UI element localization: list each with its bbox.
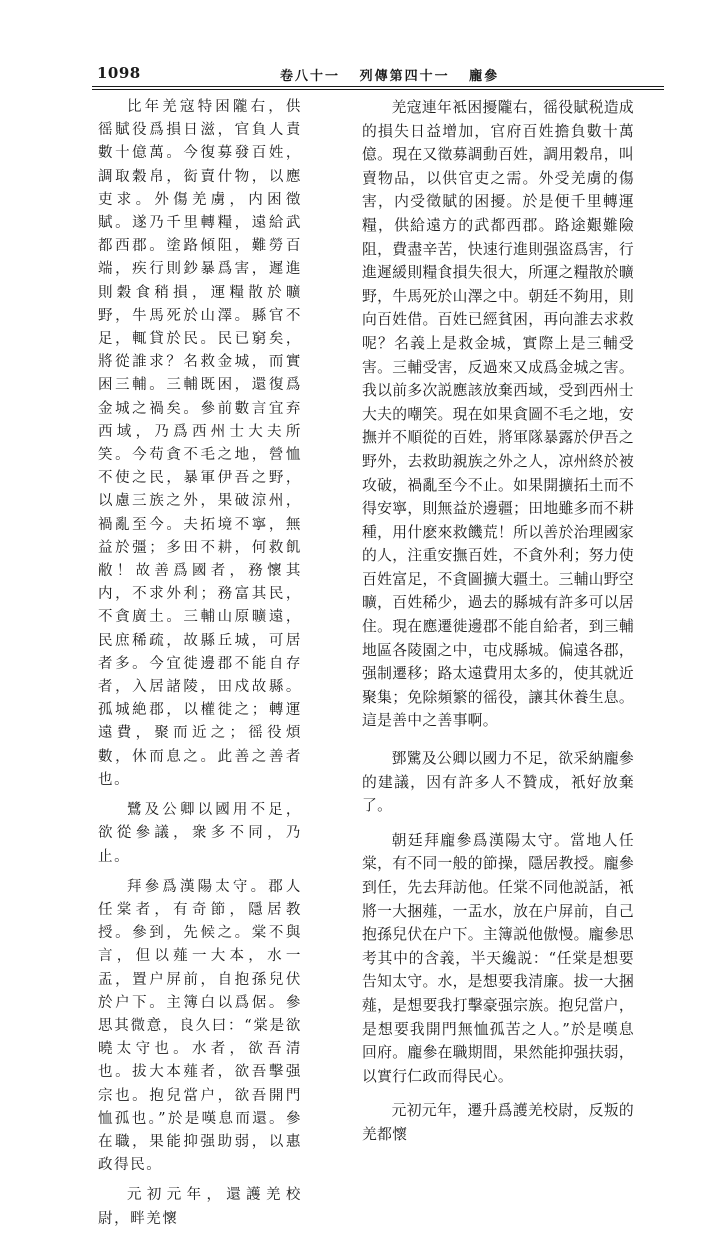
- classical-paragraph-1: 比年羌寇特困隴右，供徭賦役爲損日滋，官負人責數十億萬。今復募發百姓，調取穀帛，衒賣什物，以應吏求。外傷羌虜，内困徵賦。遂乃千里轉糧，遠給武都西郡。塗路傾阻，難勞百端，疾行則鈔暴爲害，遲進則穀食稍損，運糧散於曠野，牛馬死於山澤。縣官不足，輒貸於民。民已窮矣，將從誰求？名救金城，而實困三輔。三輔既困，還復爲金城之禍矣。參前數言宜弃西域，乃爲西州士大夫所笑。今苟貪不毛之地，營恤不使之民，暴軍伊吾之野，以慮三族之外，果破涼州，禍亂至今。夫拓境不寧，無益於彊；多田不耕，何救飢敝！故善爲國者，務懷其内，不求外利；務富其民，不貪廣土。三輔山原曠遠，民庶稀疏，故縣丘城，可居者多。今宜徙邊郡不能自存者，入居諸陵，田戍故縣。孤城絶郡，以權徙之；轉運遠費，聚而近之；徭役煩數，休而息之。此善之善者也。: [98, 99, 302, 788]
- translation-paragraph-2: 鄧騭及公卿以國力不足，欲采納龐參的建議，因有許多人不贊成，衹好放棄了。: [362, 750, 634, 815]
- classical-paragraph-2: 鷺及公卿以國用不足，欲從參議，衆多不同，乃止。: [98, 802, 302, 865]
- classical-text-column: [98, 96, 302, 1238]
- running-head: 卷八十一 列傳第四十一 龐參: [280, 69, 500, 84]
- classical-paragraph-3: 拜參爲漢陽太守。郡人任棠者，有奇節，隱居教授。參到，先候之。棠不與言，但以薤一大本，水一盂，置户屏前，自抱孫兒伏於户下。主簿白以爲倨。參思其微意，良久曰：“棠是欲曉太守也。水者，欲吾清也。拔大本薤者，欲吾擊强宗也。抱兒當户，欲吾開門恤孤也。”於是嘆息而還。參在職，果能抑强助弱，以惠政得民。: [98, 878, 302, 1174]
- page-number: 1098: [97, 64, 141, 82]
- header-rule-secondary: [92, 89, 664, 90]
- translation-paragraph-4: 元初元年，遷升爲護羌校尉，反叛的羌都懷: [362, 1102, 634, 1143]
- classical-paragraph-4: 元初元年，還護羌校尉，畔羌懷: [98, 1187, 302, 1227]
- translation-paragraph-3: 朝廷拜龐參爲漢陽太守。當地人任棠，有不同一般的節操，隱居教授。龐參到任，先去拜訪他。任棠不同他説話，衹將一大捆薤，一盂水，放在户屏前，自己抱孫兒伏在户下。主簿説他傲慢。龐參思考其中的含義，半天纔説：“任棠是想要告知太守。水，是想要我清廉。拔一大捆薤，是想要我打擊豪强宗族。抱兒當户，是想要我開門無恤孤苦之人。”於是嘆息回府。龐參在職期間，果然能抑强扶弱，以實行仁政而得民心。: [362, 831, 634, 1085]
- translation-paragraph-1: 羌寇連年袛困擾隴右，徭役賦税造成的損失日益增加，官府百姓擔負數十萬億。現在又徵募調動百姓，調用穀帛，叫賣物品，以供官吏之需。外受羌虜的傷害，内受徵賦的困擾。於是便千里轉運糧，供給遠方的武都西郡。路途艱難險阻，費盡辛苦，快速行進則强盗爲害，行進遲緩則糧食損失很大，所運之糧散於曠野，牛馬死於山澤之中。朝廷不夠用，則向百姓借。百姓已經貧困，再向誰去求救呢？名義上是救金城，實際上是三輔受害。三輔受害，反過來又成爲金城之害。我以前多次説應該放棄西域，受到西州士大夫的嘲笑。現在如果貪圖不毛之地，安撫并不順從的百姓，將軍隊暴露於伊吾之野外，去救助親族之外之人，凉州終於被攻破，禍亂至今不止。如果開擴拓土而不得安寧，則無益於邊疆；田地雖多而不耕種，用什麽來救饑荒！所以善於治理國家的人，注重安撫百姓，不貪外利；努力使百姓富足，不貪圖擴大疆土。三輔山野空曠，百姓稀少，過去的縣城有許多可以居住。現在應遷徙邊郡不能自給者，到三輔地區各陵園之中，屯戍縣城。偏遠各郡，强制遷移；路太遠費用太多的，使其就近聚集；免除頻繁的徭役，讓其休養生息。這是善中之善事啊。: [362, 99, 634, 730]
- translation-column: [362, 96, 634, 1158]
- header-rule: [92, 86, 664, 87]
